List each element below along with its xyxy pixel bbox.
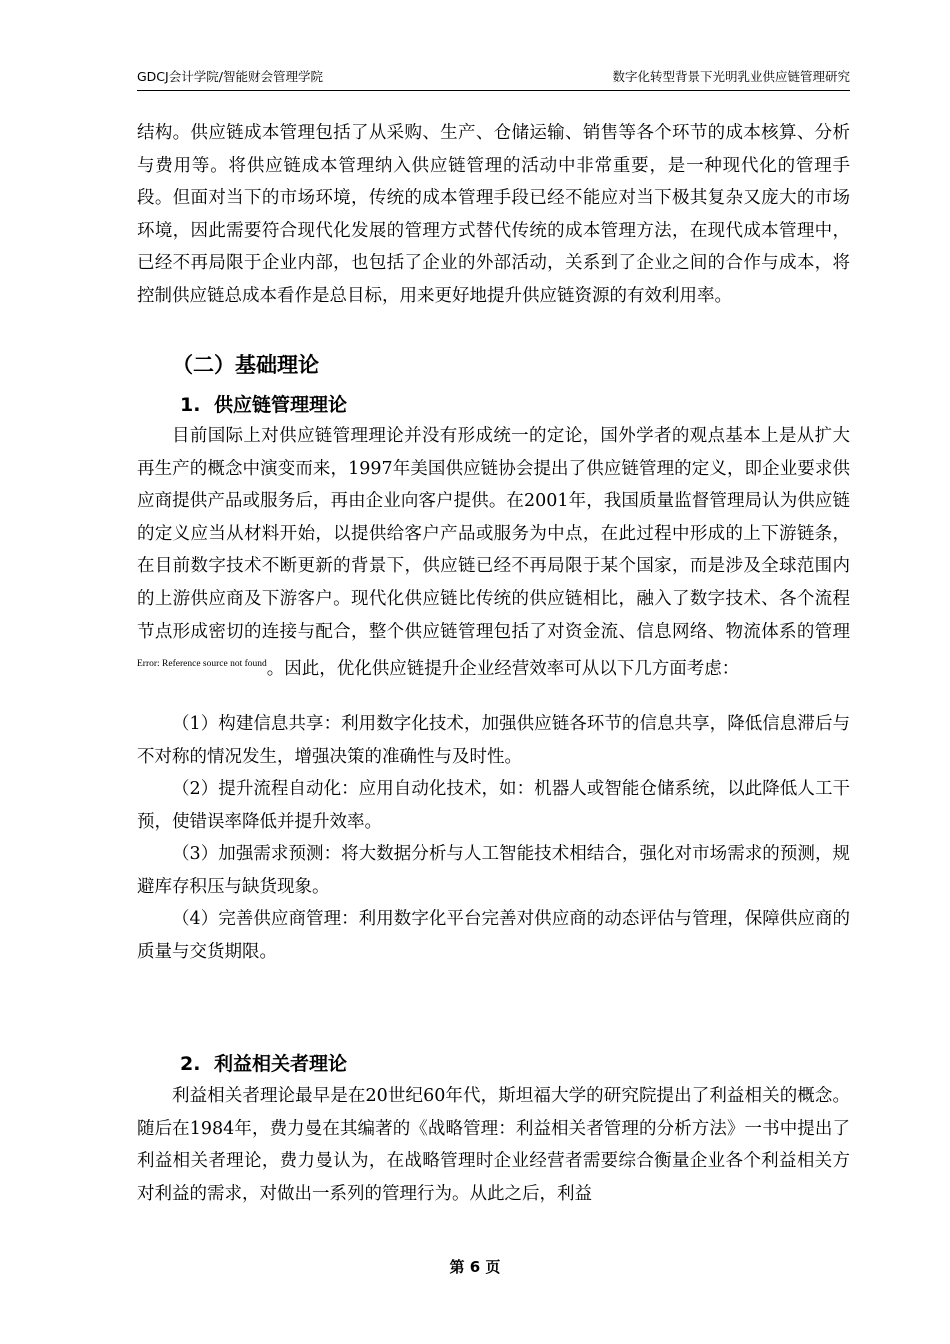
subsection-1-title: 供应链管理理论 [214, 394, 348, 416]
page-header [137, 68, 850, 91]
header-thesis-title: 数字化转型背景下光明乳业供应链管理研究 [612, 69, 850, 84]
subsection-2-number: 2. [180, 1053, 201, 1075]
intro-paragraph: 结构。供应链成本管理包括了从采购、生产、仓储运输、销售等各个环节的成本核算、分析与费用等。将供应链成本管理纳入供应链管理的活动中非常重要，是一种现代化的管理手段。但面对当下的市场环境，传统的成本管理手段已经不能应对当下极其复杂又庞大的市场环境，因此需要符合现代化发展的管理方式替代传统的成本管理方法，在现代成本管理中，已经不再局限于企业内部，也包括了企业的外部活动，关系到了企业之间的合作与成本，将控制供应链总成本看作是总目标，用来更好地提升供应链资源的有效利用率。 [137, 123, 850, 306]
page-number: 第 6 页 [449, 1258, 501, 1276]
subsection-2-heading [180, 1049, 347, 1079]
subsection-2-title: 利益相关者理论 [214, 1053, 348, 1075]
supply-chain-text: 目前国际上对供应链管理理论并没有形成统一的定论，国外学者的观点基本上是从扩大再生产的概念中演变而来，1997年美国供应链协会提出了供应链管理的定义，即企业要求供应商提供产品或服务后，再由企业向客户提供。在2001年，我国质量监督管理局认为供应链的定义应当从材料开始，以提供给客户产品或服务为中点，在此过程中形成的上下游链条，在目前数字技术不断更新的背景下，供应链已经不再局限于某个国家，而是涉及全球范围内的上游供应商及下游客户。现代化供应链比传统的供应链相比，融入了数字技术、各个流程节点形成密切的连接与配合，整个供应链管理包括了对资金流、信息网络、物流体系的管理 [137, 426, 850, 642]
subsection-1-heading [180, 390, 347, 420]
list-item-1: （1）构建信息共享：利用数字化技术，加强供应链各环节的信息共享，降低信息滞后与不对称的情况发生，增强决策的准确性与及时性。 [137, 714, 850, 767]
list-item-3: （3）加强需求预测：将大数据分析与人工智能技术相结合，强化对市场需求的预测，规避库存积压与缺货现象。 [137, 844, 850, 897]
list-item-4: （4）完善供应商管理：利用数字化平台完善对供应商的动态评估与管理，保障供应商的质量与交货期限。 [137, 909, 850, 962]
section-heading: （二）基础理论 [172, 353, 319, 377]
list-item-2: （2）提升流程自动化：应用自动化技术，如：机器人或智能仓储系统，以此降低人工干预，使错误率降低并提升效率。 [137, 779, 850, 832]
header-institution: GDCJ会计学院/智能财会管理学院 [137, 69, 323, 84]
subsection-1-number: 1. [180, 394, 201, 416]
reference-error-note: Error: Reference source not found [137, 659, 267, 670]
supply-chain-text-end: 。因此，优化供应链提升企业经营效率可从以下几方面考虑： [266, 659, 740, 680]
stakeholder-paragraph: 利益相关者理论最早是在20世纪60年代，斯坦福大学的研究院提出了利益相关的概念。随后在1984年，费力曼在其编著的《战略管理：利益相关者管理的分析方法》一书中提出了利益相关者理论，费力曼认为，在战略管理时企业经营者需要综合衡量企业各个利益相关方对利益的需求，对做出一系列的管理行为。从此之后，利益 [137, 1086, 850, 1204]
supply-chain-paragraph [137, 420, 850, 686]
